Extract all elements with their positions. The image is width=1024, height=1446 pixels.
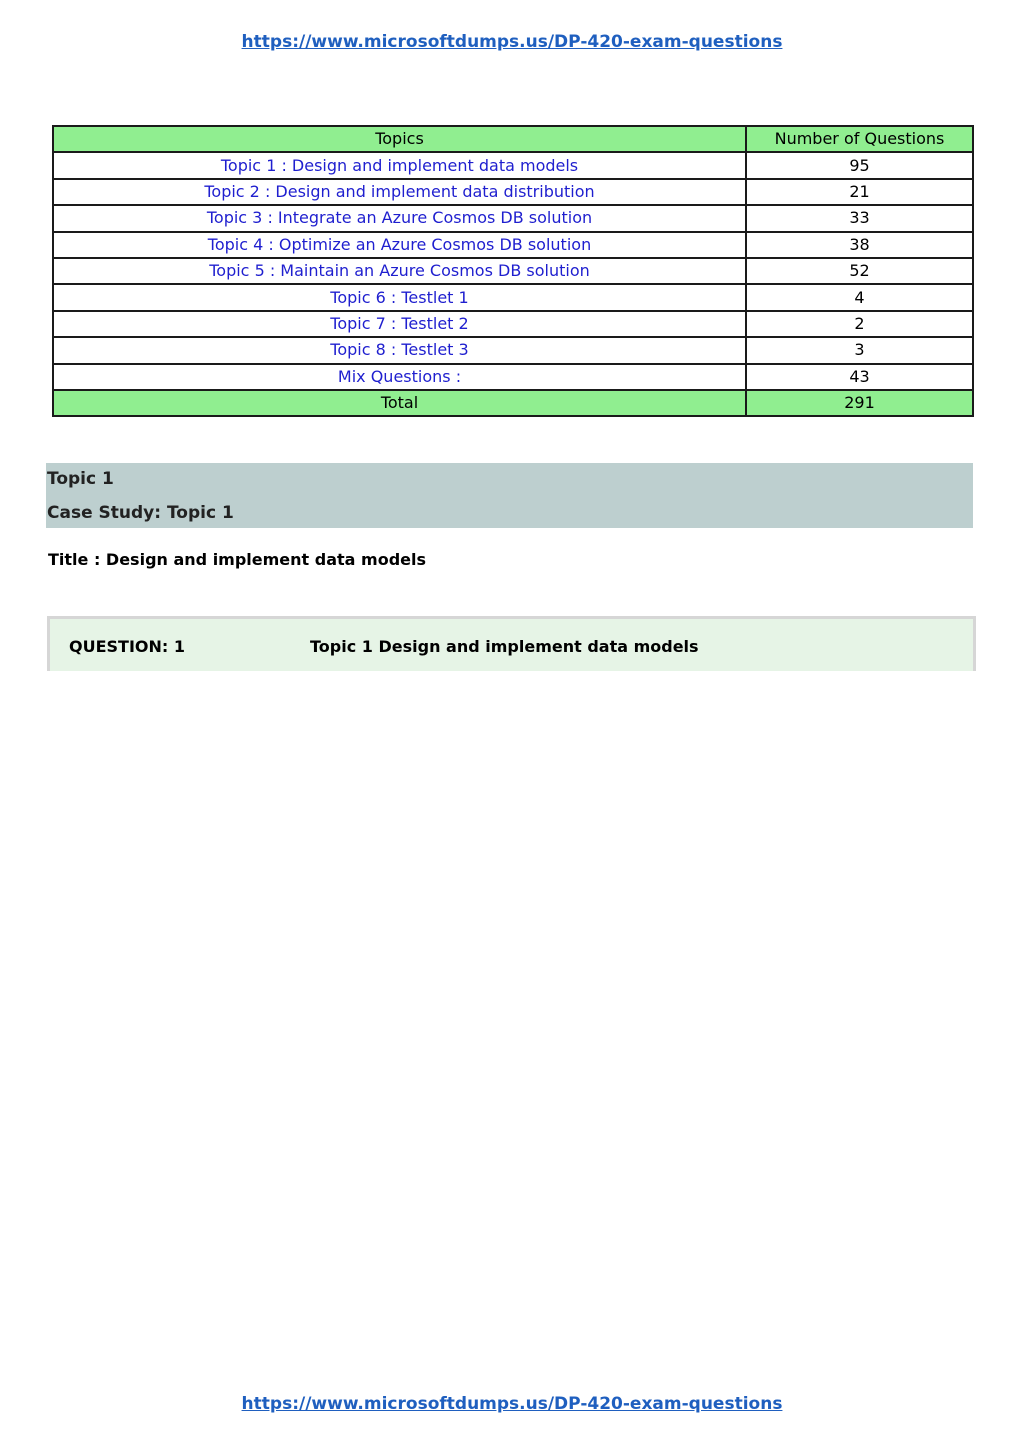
table-row (53, 152, 973, 178)
question-count: 33 (746, 205, 973, 231)
question-count: 4 (746, 284, 973, 310)
table-total-row (53, 390, 973, 416)
banner-topic-label: Topic 1 (47, 469, 114, 489)
topic-link[interactable]: Topic 3 : Integrate an Azure Cosmos DB solution (53, 205, 746, 231)
section-title: Title : Design and implement data models (48, 550, 427, 569)
total-count: 291 (746, 390, 973, 416)
topic-link[interactable]: Topic 1 : Design and implement data models (53, 152, 746, 178)
topic-link[interactable]: Topic 5 : Maintain an Azure Cosmos DB solution (53, 258, 746, 284)
footer-url-link[interactable]: https://www.microsoftdumps.us/DP-420-exam-questions (241, 1394, 783, 1414)
topics-table (52, 125, 974, 417)
header-url-link[interactable]: https://www.microsoftdumps.us/DP-420-exam-questions (241, 32, 783, 52)
question-count: 43 (746, 364, 973, 390)
header-number-of-questions: Number of Questions (746, 126, 973, 152)
case-study-banner (46, 463, 973, 528)
question-count: 21 (746, 179, 973, 205)
banner-case-study-label: Case Study: Topic 1 (47, 503, 234, 523)
header-topics: Topics (53, 126, 746, 152)
topic-link[interactable]: Topic 2 : Design and implement data distribution (53, 179, 746, 205)
total-label: Total (53, 390, 746, 416)
table-row (53, 364, 973, 390)
question-count: 38 (746, 232, 973, 258)
topic-link[interactable]: Mix Questions : (53, 364, 746, 390)
table-row (53, 205, 973, 231)
question-number: QUESTION: 1 (69, 637, 186, 656)
question-count: 95 (746, 152, 973, 178)
table-row (53, 284, 973, 310)
question-header-box (47, 616, 976, 671)
topic-link[interactable]: Topic 4 : Optimize an Azure Cosmos DB solution (53, 232, 746, 258)
table-row (53, 258, 973, 284)
table-row (53, 311, 973, 337)
topic-link[interactable]: Topic 8 : Testlet 3 (53, 337, 746, 363)
table-header-row (53, 126, 973, 152)
table-row (53, 179, 973, 205)
question-topic: Topic 1 Design and implement data models (310, 637, 699, 656)
question-count: 3 (746, 337, 973, 363)
question-count: 52 (746, 258, 973, 284)
topic-link[interactable]: Topic 6 : Testlet 1 (53, 284, 746, 310)
question-count: 2 (746, 311, 973, 337)
table-row (53, 337, 973, 363)
table-row (53, 232, 973, 258)
topic-link[interactable]: Topic 7 : Testlet 2 (53, 311, 746, 337)
